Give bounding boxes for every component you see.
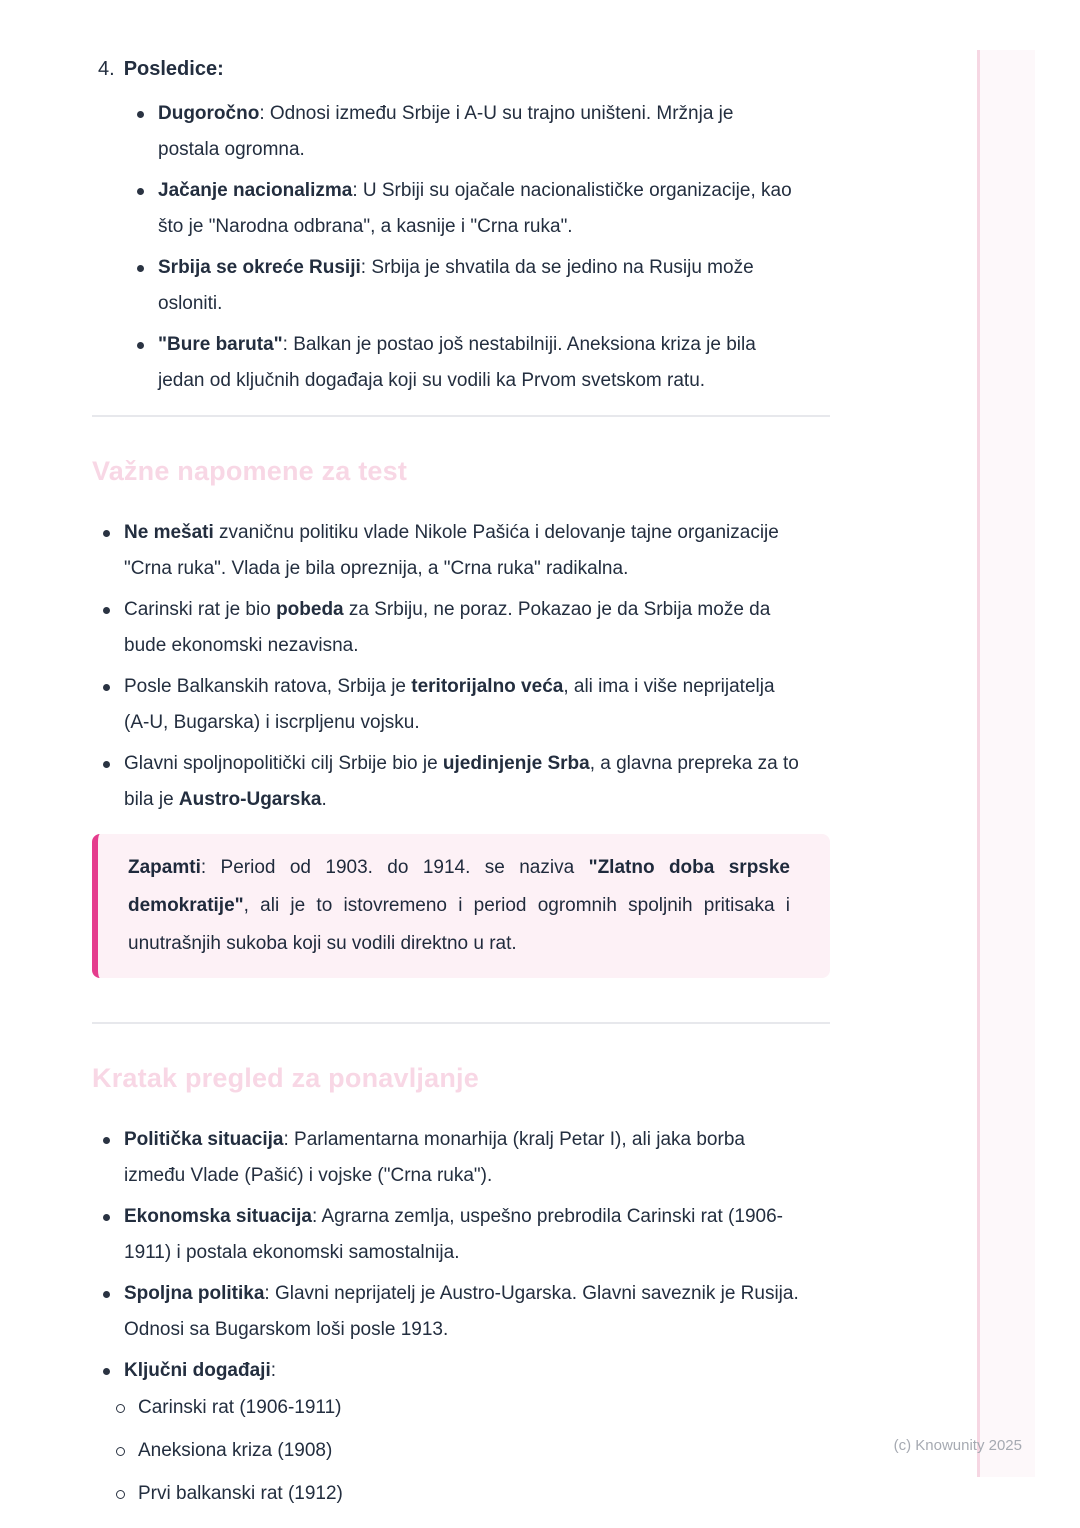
sub-item-text: Prvi balkanski rat (1912) (138, 1483, 343, 1504)
numbered-item-posledice (98, 54, 830, 84)
bold-term: "Bure baruta" (158, 334, 283, 355)
list-item-text (158, 327, 800, 399)
bold-term: pobeda (276, 599, 344, 620)
item-body: : (270, 1360, 277, 1381)
bullet-dot-icon (103, 1214, 110, 1221)
bold-term: Dugoročno (158, 103, 260, 124)
bullet-dot-icon (137, 265, 144, 272)
bold-term: Ključni događaji (124, 1360, 271, 1381)
bullet-dot-icon (103, 607, 110, 614)
sub-list-item (116, 1390, 830, 1426)
bullet-dot-icon (137, 188, 144, 195)
item-body: : Odnosi između Srbije i A-U su trajno uništeni. Mržnja je postala ogromna. (158, 103, 734, 160)
list-item-text (158, 173, 800, 245)
list-item (103, 592, 830, 664)
item-title: Posledice: (123, 58, 224, 80)
bullet-dot-icon (103, 761, 110, 768)
sub-item-text: Aneksiona kriza (1908) (138, 1440, 333, 1461)
next-page-edge (977, 50, 1035, 1477)
copyright-watermark: (c) Knowunity 2025 (893, 1437, 1022, 1454)
pregled-list (92, 1122, 830, 1519)
callout-box (92, 834, 830, 978)
list-item-text (158, 250, 800, 322)
list-item (137, 327, 830, 399)
bold-term: Ne mešati (124, 522, 214, 543)
bullet-circle-icon (116, 1447, 125, 1456)
bullet-dot-icon (103, 530, 110, 537)
key-events-list (103, 1390, 830, 1519)
bullet-dot-icon (103, 1137, 110, 1144)
bullet-circle-icon (116, 1404, 125, 1413)
bold-term: "Zlatno doba srpske demokratije" (128, 857, 790, 916)
list-item (103, 1276, 830, 1348)
bold-term: Srbija se okreće Rusiji (158, 257, 361, 278)
item-body: : U Srbiji su ojačale nacionalističke organizacije, kao što je "Narodna odbrana", a kasnije i "Crna ruka". (158, 180, 792, 237)
callout-body: , ali je to istovremeno i period ogromnih spoljnih pritisaka i unutrašnjih sukoba koji su vodili direktno u rat. (128, 895, 790, 954)
list-item (103, 1122, 830, 1194)
list-item-text (124, 1122, 802, 1194)
list-item-text (124, 746, 802, 818)
item-body: . (321, 789, 327, 810)
item-body: zvaničnu politiku vlade Nikole Pašića i delovanje tajne organizacije "Crna ruka". Vlada je bila opreznija, a "Crna ruka" radikalna. (124, 522, 779, 579)
bold-term: teritorijalno veća (411, 676, 564, 697)
list-item-text (158, 96, 800, 168)
bullet-circle-icon (116, 1490, 125, 1499)
bold-term: Jačanje nacionalizma (158, 180, 353, 201)
section-heading-pregled: Kratak pregled za ponavljanje (92, 1063, 479, 1093)
bullet-dot-icon (103, 1368, 110, 1375)
list-item (137, 250, 830, 322)
list-item-text (124, 669, 802, 741)
bold-term: Zapamti (128, 857, 201, 878)
bold-term: ujedinjenje Srba (442, 753, 590, 774)
document-content (92, 54, 830, 1524)
item-body: : Glavni neprijatelj je Austro-Ugarska. Glavni saveznik je Rusija. Odnosi sa Bugarskom loši posle 1913. (124, 1283, 799, 1340)
item-body: : Srbija je shvatila da se jedino na Rusiju može osloniti. (158, 257, 754, 314)
list-item-text (124, 515, 802, 587)
item-body: : Parlamentarna monarhija (kralj Petar I), ali jaka borba između Vlade (Pašić) i vojske ("Crna ruka"). (124, 1129, 745, 1186)
list-item (103, 1353, 830, 1519)
divider (92, 1022, 830, 1024)
posledice-list (92, 96, 830, 399)
item-body: : Balkan je postao još nestabilniji. Aneksiona kriza je bila jedan od ključnih događaja koji su vodili ka Prvom svetskom ratu. (158, 334, 756, 391)
bullet-dot-icon (103, 684, 110, 691)
bullet-dot-icon (137, 342, 144, 349)
bold-term: Spoljna politika (124, 1283, 265, 1304)
sub-list-item (116, 1476, 830, 1512)
bullet-dot-icon (103, 1291, 110, 1298)
bold-term: Austro-Ugarska (178, 789, 322, 810)
item-body: , ali ima i više neprijatelja (A-U, Bugarska) i iscrpljenu vojsku. (124, 676, 775, 733)
list-item (103, 669, 830, 741)
list-item (103, 1199, 830, 1271)
list-item (103, 746, 830, 818)
item-body: , a glavna prepreka za to bila je (124, 753, 799, 810)
callout-body: : Period od 1903. do 1914. se naziva (200, 857, 589, 878)
list-item-text (124, 592, 802, 664)
bold-term: Politička situacija (124, 1129, 284, 1150)
sub-item-text: Carinski rat (1906-1911) (138, 1397, 342, 1418)
item-body: Posle Balkanskih ratova, Srbija je (124, 676, 412, 697)
list-item (103, 515, 830, 587)
list-item-text (124, 1353, 276, 1389)
item-body: : Agrarna zemlja, uspešno prebrodila Carinski rat (1906-1911) i postala ekonomski samostalnija. (124, 1206, 783, 1263)
section-heading-napomene: Važne napomene za test (92, 456, 408, 486)
item-body: za Srbiju, ne poraz. Pokazao je da Srbija može da bude ekonomski nezavisna. (124, 599, 771, 656)
item-body: Glavni spoljnopolitički cilj Srbije bio je (124, 753, 443, 774)
list-item-text (124, 1199, 802, 1271)
divider (92, 415, 830, 417)
item-body: Carinski rat je bio (124, 599, 277, 620)
bullet-dot-icon (137, 111, 144, 118)
list-item-text (124, 1276, 802, 1348)
napomene-list (92, 515, 830, 818)
list-item (137, 96, 830, 168)
sub-list-item (116, 1433, 830, 1469)
bold-term: Ekonomska situacija (124, 1206, 312, 1227)
item-number: 4. (98, 58, 115, 80)
callout-text (128, 849, 790, 963)
list-item (137, 173, 830, 245)
